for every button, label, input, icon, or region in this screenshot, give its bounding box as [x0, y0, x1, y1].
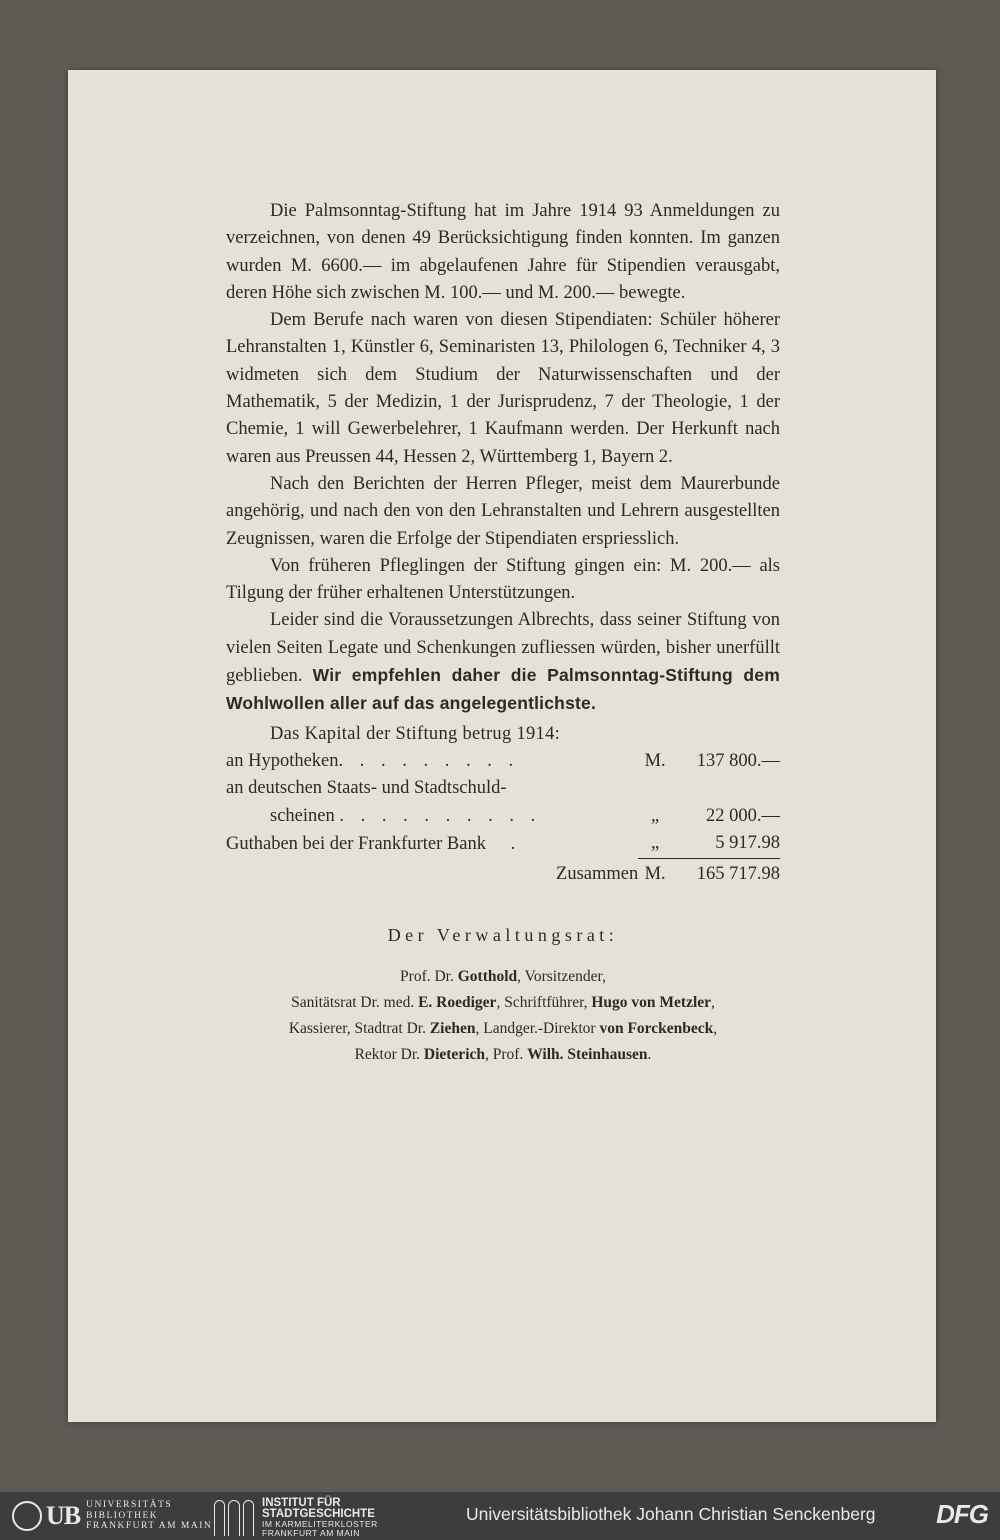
row-label: scheinen: [270, 805, 335, 826]
board-members: [226, 964, 780, 1068]
member-line: [226, 1016, 780, 1042]
member-name: Gotthold: [457, 967, 518, 985]
seal-icon: [12, 1501, 42, 1531]
library-name: Universitätsbibliothek Johann Christian Senckenberg: [466, 1504, 876, 1524]
ub-text-line: BIBLIOTHEK: [86, 1510, 159, 1521]
currency-symbol: M.: [644, 863, 666, 884]
row-label: an Hypotheken: [226, 750, 339, 771]
report-body: [226, 198, 780, 1068]
paragraph-reports: Nach den Berichten der Herren Pfleger, meist dem Maurerbunde angehörig, und nach den von den Lehranstalten und Lehrern ausgestellten Zeugnissen, waren die Erfolge der Stipendiaten erspriesslich.: [226, 473, 780, 549]
ifs-text-line: STADTGESCHICHTE: [262, 1508, 375, 1520]
member-text: , Vorsitzender,: [517, 967, 606, 985]
member-text: .: [647, 1045, 652, 1063]
leader-dots: .: [510, 833, 522, 854]
paragraph-professions: Dem Berufe nach waren von diesen Stipendiaten: Schüler höherer Lehranstalten 1, Künstler 6, Seminaristen 13, Philologen 6, Techniker 4, 3 widmeten sich dem Studium der Naturwissenschaften und der Mathematik, 5 der Medizin, 1 der Jurisprudenz, 7 der Theologie, 1 der Chemie, 1 will Gewerbelehrer, 1 Kaufmann werden. Der Herkunft nach waren aus Preussen 44, Hessen 2, Württemberg 1, Bayern 2.: [226, 310, 780, 467]
amount-value: 22 000.—: [706, 805, 780, 826]
amount-value: 137 800.—: [696, 750, 780, 771]
currency-symbol: „: [651, 805, 660, 826]
member-text: , Prof.: [485, 1045, 528, 1063]
table-row: [226, 803, 780, 831]
footer-bar: [0, 1492, 1000, 1540]
leader-dots: . . . . . . . . . .: [339, 805, 542, 826]
currency-symbol: „: [638, 830, 672, 858]
document-page: [68, 70, 936, 1422]
paragraph-repayments: Von früheren Pfleglingen der Stiftung gingen ein: M. 200.— als Tilgung der früher erhaltenen Unterstützungen.: [226, 555, 780, 604]
member-text: Kassierer, Stadtrat Dr.: [288, 1019, 430, 1037]
ifs-text-line: FRANKFURT AM MAIN: [262, 1528, 360, 1538]
appeal-emphasis: Wir empfehlen daher die Palmsonntag-Stiftung dem Wohlwollen aller auf das angelegentlichste.: [226, 665, 781, 714]
member-text: Sanitätsrat Dr. med.: [291, 993, 419, 1011]
ifs-text: [262, 1498, 378, 1538]
amount-value: 5 917.98: [672, 830, 780, 858]
paragraph-applications: Die Palmsonntag-Stiftung hat im Jahre 1914 93 Anmeldungen zu verzeichnen, von denen 49 Berücksichtigung finden konnten. Im ganzen wurden M. 6600.— im abgelaufenen Jahre für Stipendien verausgabt, deren Höhe sich zwischen M. 100.— und M. 200.— bewegte.: [226, 201, 780, 303]
ub-mark: UB: [46, 1501, 81, 1530]
ub-logo[interactable]: [12, 1500, 212, 1532]
table-row: [226, 775, 780, 803]
table-row: [226, 748, 780, 776]
member-name: Ziehen: [429, 1019, 476, 1037]
appeal-text: Leider sind die Voraussetzungen Albrechts, dass seiner Stiftung von vielen Seiten Legate und Schenkungen zufliessen würden, bisher unerfüllt geblieben.: [226, 610, 780, 687]
member-text: , Schriftführer,: [496, 993, 592, 1011]
paragraph-appeal: [226, 607, 780, 718]
total-amount: 165 717.98: [696, 863, 780, 884]
row-label: an deutschen Staats- und Stadtschuld-: [226, 778, 507, 799]
member-text: ,: [711, 993, 715, 1011]
member-text: Prof. Dr.: [400, 967, 458, 985]
member-line: [226, 964, 780, 990]
member-name: E. Roediger: [418, 993, 497, 1011]
total-label: Zusammen: [556, 863, 639, 884]
arches-icon: [214, 1500, 254, 1536]
member-line: [226, 990, 780, 1016]
ifs-text-line: IM KARMELITERKLOSTER: [262, 1519, 378, 1529]
currency-symbol: M.: [644, 750, 666, 771]
capital-table: [226, 748, 780, 889]
member-name: Wilh. Steinhausen: [527, 1045, 648, 1063]
leader-dots: . . . . . . . . .: [338, 750, 520, 771]
ub-text: [86, 1500, 212, 1532]
member-name: Hugo von Metzler: [591, 993, 712, 1011]
capital-intro: Das Kapital der Stiftung betrug 1914:: [270, 723, 561, 744]
member-name: Dieterich: [423, 1045, 485, 1063]
table-row: [226, 830, 780, 858]
dfg-logo[interactable]: DFG: [936, 1499, 988, 1529]
member-text: Rektor Dr.: [354, 1045, 424, 1063]
ub-text-line: FRANKFURT AM MAIN: [86, 1521, 213, 1532]
ub-text-line: UNIVERSITÄTS: [86, 1500, 173, 1511]
member-text: , Landger.-Direktor: [475, 1019, 600, 1037]
board-title: Der Verwaltungsrat:: [387, 925, 619, 946]
member-line: [226, 1042, 780, 1068]
member-name: von Forckenbeck: [599, 1019, 714, 1037]
member-text: ,: [713, 1019, 718, 1037]
ifs-logo[interactable]: [214, 1498, 378, 1538]
table-row-total: [226, 858, 780, 888]
ifs-text-line: INSTITUT FÜR: [262, 1497, 341, 1509]
row-label: Guthaben bei der Frankfurter Bank: [226, 833, 486, 854]
